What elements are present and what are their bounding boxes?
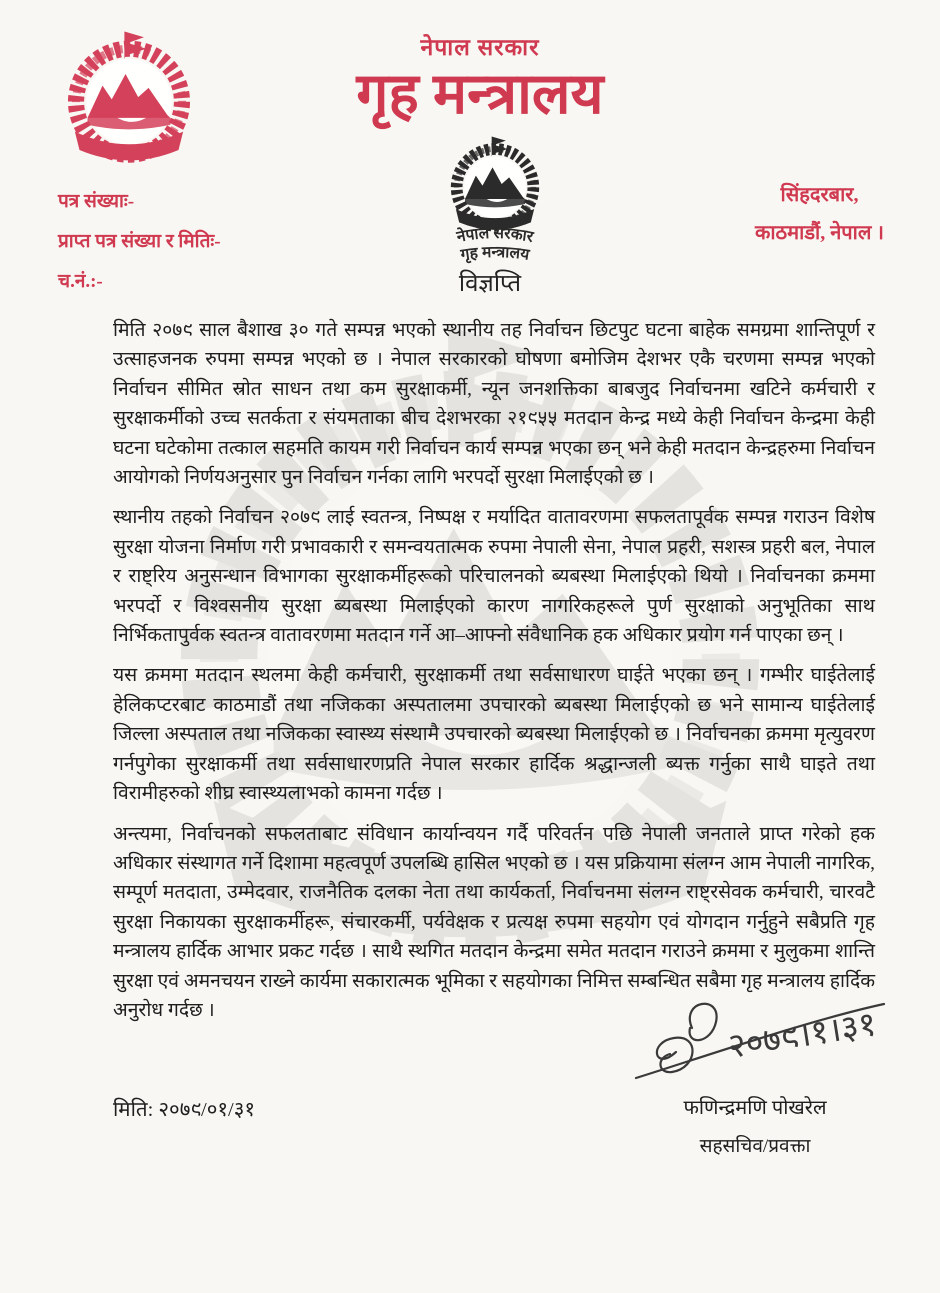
- address-line-1: सिंहदरबार,: [780, 184, 859, 206]
- ministry-title: गृह मन्त्रालय: [356, 63, 604, 126]
- letter-body: [113, 316, 875, 1036]
- emblem-arc-text-1: नेपाल सरकार: [455, 224, 535, 246]
- paragraph-2: स्थानीय तहको निर्वाचन २०७९ लाई स्वतन्त्र, निष्पक्ष र मर्यादित वातावरणमा सफलतापूर्वक सम्पन्न गराउन विशेष सुरक्षा योजना निर्माण गरी प्रभावकारी र समन्वयतात्मक रुपमा नेपाली सेना, नेपाल प्रहरी, सशस्त्र प्रहरी बल, नेपाल र राष्ट्रिय अनुसन्धान विभागका सुरक्षाकर्मीहरूको परिचालनको ब्यबस्था मिलाईएको थियो । निर्वाचनका क्रममा भरपर्दो र विश्वसनीय सुरक्षा ब्यबस्था मिलाईएको कारण नागरिकहरूले पुर्ण सुरक्षाको अनुभूतिका साथ निर्भिकतापुर्वक स्वतन्त्र वातावरणमा मतदान गर्ने आ–आफ्नो संवैधानिक हक अधिकार प्रयोग गर्न पाएका छन् ।: [113, 507, 875, 647]
- letter-number-label: पत्र संख्याः-: [58, 191, 135, 212]
- paragraph-1: मिति २०७९ साल बैशाख ३० गते सम्पन्न भएको स्थानीय तह निर्वाचन छिटपुट घटना बाहेक समग्रमा शान्तिपूर्ण र उत्साहजनक रुपमा सम्पन्न भएको छ । नेपाल सरकारको घोषणा बमोजिम देशभर एकै चरणमा सम्पन्न भएको निर्वाचन सीमित स्रोत साधन तथा कम सुरक्षाकर्मी, न्यून जनशक्तिका बाबजुद निर्वाचनमा खटिने कर्मचारी र सुरक्षाकर्मीको उच्च सतर्कता र संयमताका बीच देशभरका २१९५५ मतदान केन्द्र मध्ये केही निर्वाचन केन्द्रमा केही घटना घटेकोमा तत्काल सहमति कायम गरी निर्वाचन कार्य सम्पन्न भएका छन् भने केही मतदान केन्द्रहरुमा निर्वाचन आयोगको निर्णयअनुसार पुन निर्वाचन गर्नका लागि भरपर्दो सुरक्षा मिलाईएको छ ।: [113, 320, 875, 489]
- paragraph-3: यस क्रममा मतदान स्थलमा केही कर्मचारी, सुरक्षाकर्मी तथा सर्वसाधारण घाईते भएका छन् । गम्भीर घाईतेलाई हेलिकप्टरबाट काठमाडौं तथा नजिकका अस्पतालमा उपचारको ब्यबस्था मिलाईएको छ भने सामान्य घाईतेलाई जिल्ला अस्पताल तथा नजिकका स्वास्थ्य संस्थामै उपचारको ब्यबस्था मिलाईएको छ । निर्वाचनका क्रममा मृत्युवरण गर्नपुगेका सुरक्षाकर्मी तथा सर्वसाधारणप्रति नेपाल सरकार हार्दिक श्रद्धान्जली ब्यक्त गर्नुका साथै घाइते तथा विरामीहरुको शीघ्र स्वास्थ्यलाभको कामना गर्दछ ।: [113, 665, 875, 805]
- address-line-2: काठमाडौं, नेपाल ।: [755, 222, 884, 244]
- notice-title: विज्ञप्ति: [458, 271, 522, 297]
- signature-block: [630, 992, 880, 1158]
- paragraph-4: अन्त्यमा, निर्वाचनको सफलताबाट संविधान कार्यान्वयन गर्दै परिवर्तन पछि नेपाली जनताले प्राप्त गरेको हक अधिकार संस्थागत गर्ने दिशामा महत्वपूर्ण उपलब्धि हासिल भएको छ । यस प्रक्रियामा संलग्न आम नेपाली नागरिक, सम्पूर्ण मतदाता, उम्मेदवार, राजनैतिक दलका नेता तथा कार्यकर्ता, निर्वाचनमा संलग्न राष्ट्रसेवक कर्मचारी, चारवटै सुरक्षा निकायका सुरक्षाकर्मीहरू, संचारकर्मी, पर्यवेक्षक र प्रत्यक्ष रुपमा सहयोग एवं योगदान गर्नुहुने सबैप्रति गृह मन्त्रालय हार्दिक आभार प्रकट गर्दछ । साथै स्थगित मतदान केन्द्रमा समेत मतदान गराउने क्रममा र मुलुकमा शान्ति सुरक्षा एवं अमनचयन राख्ने कार्यमा सकारात्मक भूमिका र सहयोगका निमित्त सम्बन्धित सबैमा गृह मन्त्रालय हार्दिक अनुरोध गर्दछ ।: [113, 823, 875, 1021]
- serial-number-label: च.नं.:-: [58, 271, 103, 292]
- date-line: मिति: २०७९/०१/३१: [113, 1099, 256, 1121]
- meta-block: [58, 182, 221, 302]
- svg-text:गृह मन्त्रालय: [459, 244, 532, 265]
- signature-date-text: २०७९।१।३१: [725, 1005, 879, 1066]
- emblem-arc-text-2: गृह मन्त्रालय: [459, 243, 531, 264]
- nepal-emblem-red-icon: [58, 28, 200, 180]
- signatory-name: फणिन्द्रमणि पोखरेल: [683, 1097, 827, 1119]
- signatory-title: सहसचिव/प्रवक्ता: [699, 1136, 811, 1157]
- svg-text:नेपाल सरकार: [454, 225, 535, 246]
- government-title: नेपाल सरकार: [420, 35, 540, 60]
- nepal-emblem-black-icon: [413, 134, 577, 276]
- received-letter-label: प्राप्त पत्र संख्या र मितिः-: [58, 231, 221, 252]
- address-block: [712, 176, 927, 252]
- signature-scribble-icon: [630, 992, 892, 1088]
